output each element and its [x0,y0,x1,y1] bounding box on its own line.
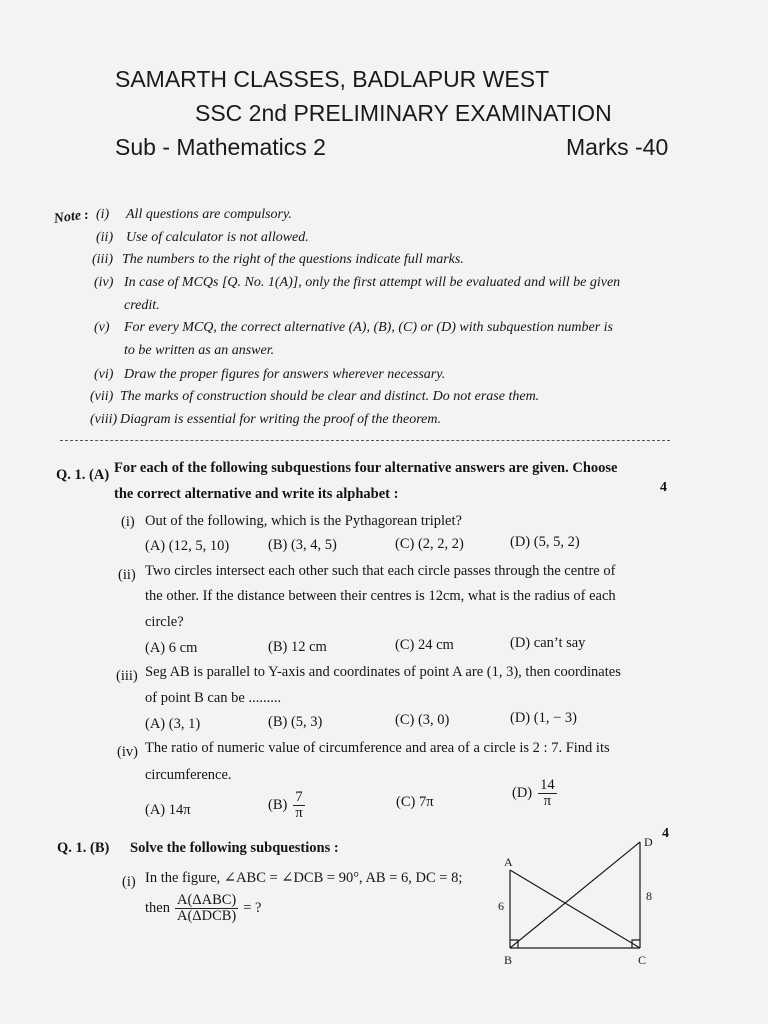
subq-number: (iii) [116,668,138,684]
label-a: A [504,855,513,869]
subq-expression: then $\frac{\text{A(ΔABC)}}{\text{A(ΔDCB)}}$ = ? [145,892,262,925]
q1a-instruction-line2: the correct alternative and write its alphabet : [114,486,399,502]
note-colon: : [84,208,89,223]
fraction-14-over-pi: $\frac{14}{\pi}$ [540,777,555,810]
subq-number: (i) [122,874,136,890]
subq-number: (ii) [118,567,136,583]
segment-bd [510,842,640,948]
institute-title: SAMARTH CLASSES, BADLAPUR WEST [115,66,550,92]
option-a: (A) 6 cm [145,640,198,656]
subq-text: of point B can be ......... [145,690,282,706]
area-ratio-fraction: $\frac{\text{A(ΔABC)}}{\text{A(ΔDCB)}}$ [176,892,237,925]
note-item: (vii) The marks of construction should be clear and distinct. Do not erase them. [90,389,540,404]
option-c: (C) 24 cm [395,637,454,653]
q1a-instruction-line1: For each of the following subquestions four alternative answers are given. Choose [114,460,618,476]
option-b: (B) (3, 4, 5) [268,537,337,553]
label-dc-length: 8 [646,889,652,903]
q1b-instruction: Solve the following subquestions : [130,840,339,856]
note-item: (viii) Diagram is essential for writing the proof of the theorem. [90,412,441,427]
note-item: to be written as an answer. [124,343,275,358]
note-item: (vi) Draw the proper figures for answers wherever necessary. [94,367,446,382]
note-item: (iv) In case of MCQs [Q. No. 1(A)], only the first attempt will be evaluated and will be given [94,275,621,290]
label-d: D [644,835,653,849]
subq-text: The ratio of numeric value of circumference and area of a circle is 2 : 7. Find its [145,740,610,756]
note-label: Note [53,208,83,227]
subq-number: (i) [121,514,135,530]
option-d: (D) $\frac{14}{\pi}$ [512,777,555,810]
label-c: C [638,953,647,967]
q1a-marks: 4 [660,480,667,495]
option-c: (C) 7π [396,794,434,810]
note-item: (i) All questions are compulsory. [96,207,292,222]
q1a-label: Q. 1. (A) [56,467,110,483]
option-c: (C) (3, 0) [395,712,450,728]
option-a: (A) (3, 1) [145,716,201,732]
option-b: (B) $\frac{7}{\pi}$ [268,789,303,822]
fraction-7-over-pi: $\frac{7}{\pi}$ [295,789,303,822]
option-d: (D) (1, − 3) [510,710,577,726]
subq-text: Two circles intersect each other such that each circle passes through the centre of [145,563,616,579]
exam-title: SSC 2nd PRELIMINARY EXAMINATION [195,100,612,126]
subq-text: circle? [145,614,184,630]
marks-label: Marks -40 [566,134,669,160]
q1b-marks: 4 [662,826,669,841]
note-item: (iii) The numbers to the right of the questions indicate full marks. [92,252,464,267]
subq-text: In the figure, ∠ABC = ∠DCB = 90°, AB = 6, DC = 8; [145,870,463,886]
note-item: (v) For every MCQ, the correct alternative (A), (B), (C) or (D) with subquestion number is [94,320,613,335]
subq-text: Out of the following, which is the Pythagorean triplet? [145,513,462,529]
subq-text: the other. If the distance between their centres is 12cm, what is the radius of each [145,588,616,604]
option-d: (D) can’t say [510,635,586,651]
note-item: (ii) Use of calculator is not allowed. [96,230,309,245]
subq-text: Seg AB is parallel to Y-axis and coordinates of point A are (1, 3), then coordinates [145,664,621,680]
q1b-label: Q. 1. (B) [57,840,110,856]
label-b: B [504,953,513,967]
option-a: (A) (12, 5, 10) [145,538,230,554]
option-b: (B) 12 cm [268,639,327,655]
segment-ac [510,870,640,948]
subq-number: (iv) [117,744,138,760]
option-a: (A) 14π [145,802,191,818]
option-c: (C) (2, 2, 2) [395,536,464,552]
geometry-figure [490,830,665,970]
subq-text: circumference. [145,767,232,783]
subject-label: Sub - Mathematics 2 [115,134,326,160]
label-ab-length: 6 [498,899,504,913]
section-divider [60,440,670,441]
option-b: (B) (5, 3) [268,714,323,730]
note-item: credit. [124,298,160,313]
option-d: (D) (5, 5, 2) [510,534,580,550]
